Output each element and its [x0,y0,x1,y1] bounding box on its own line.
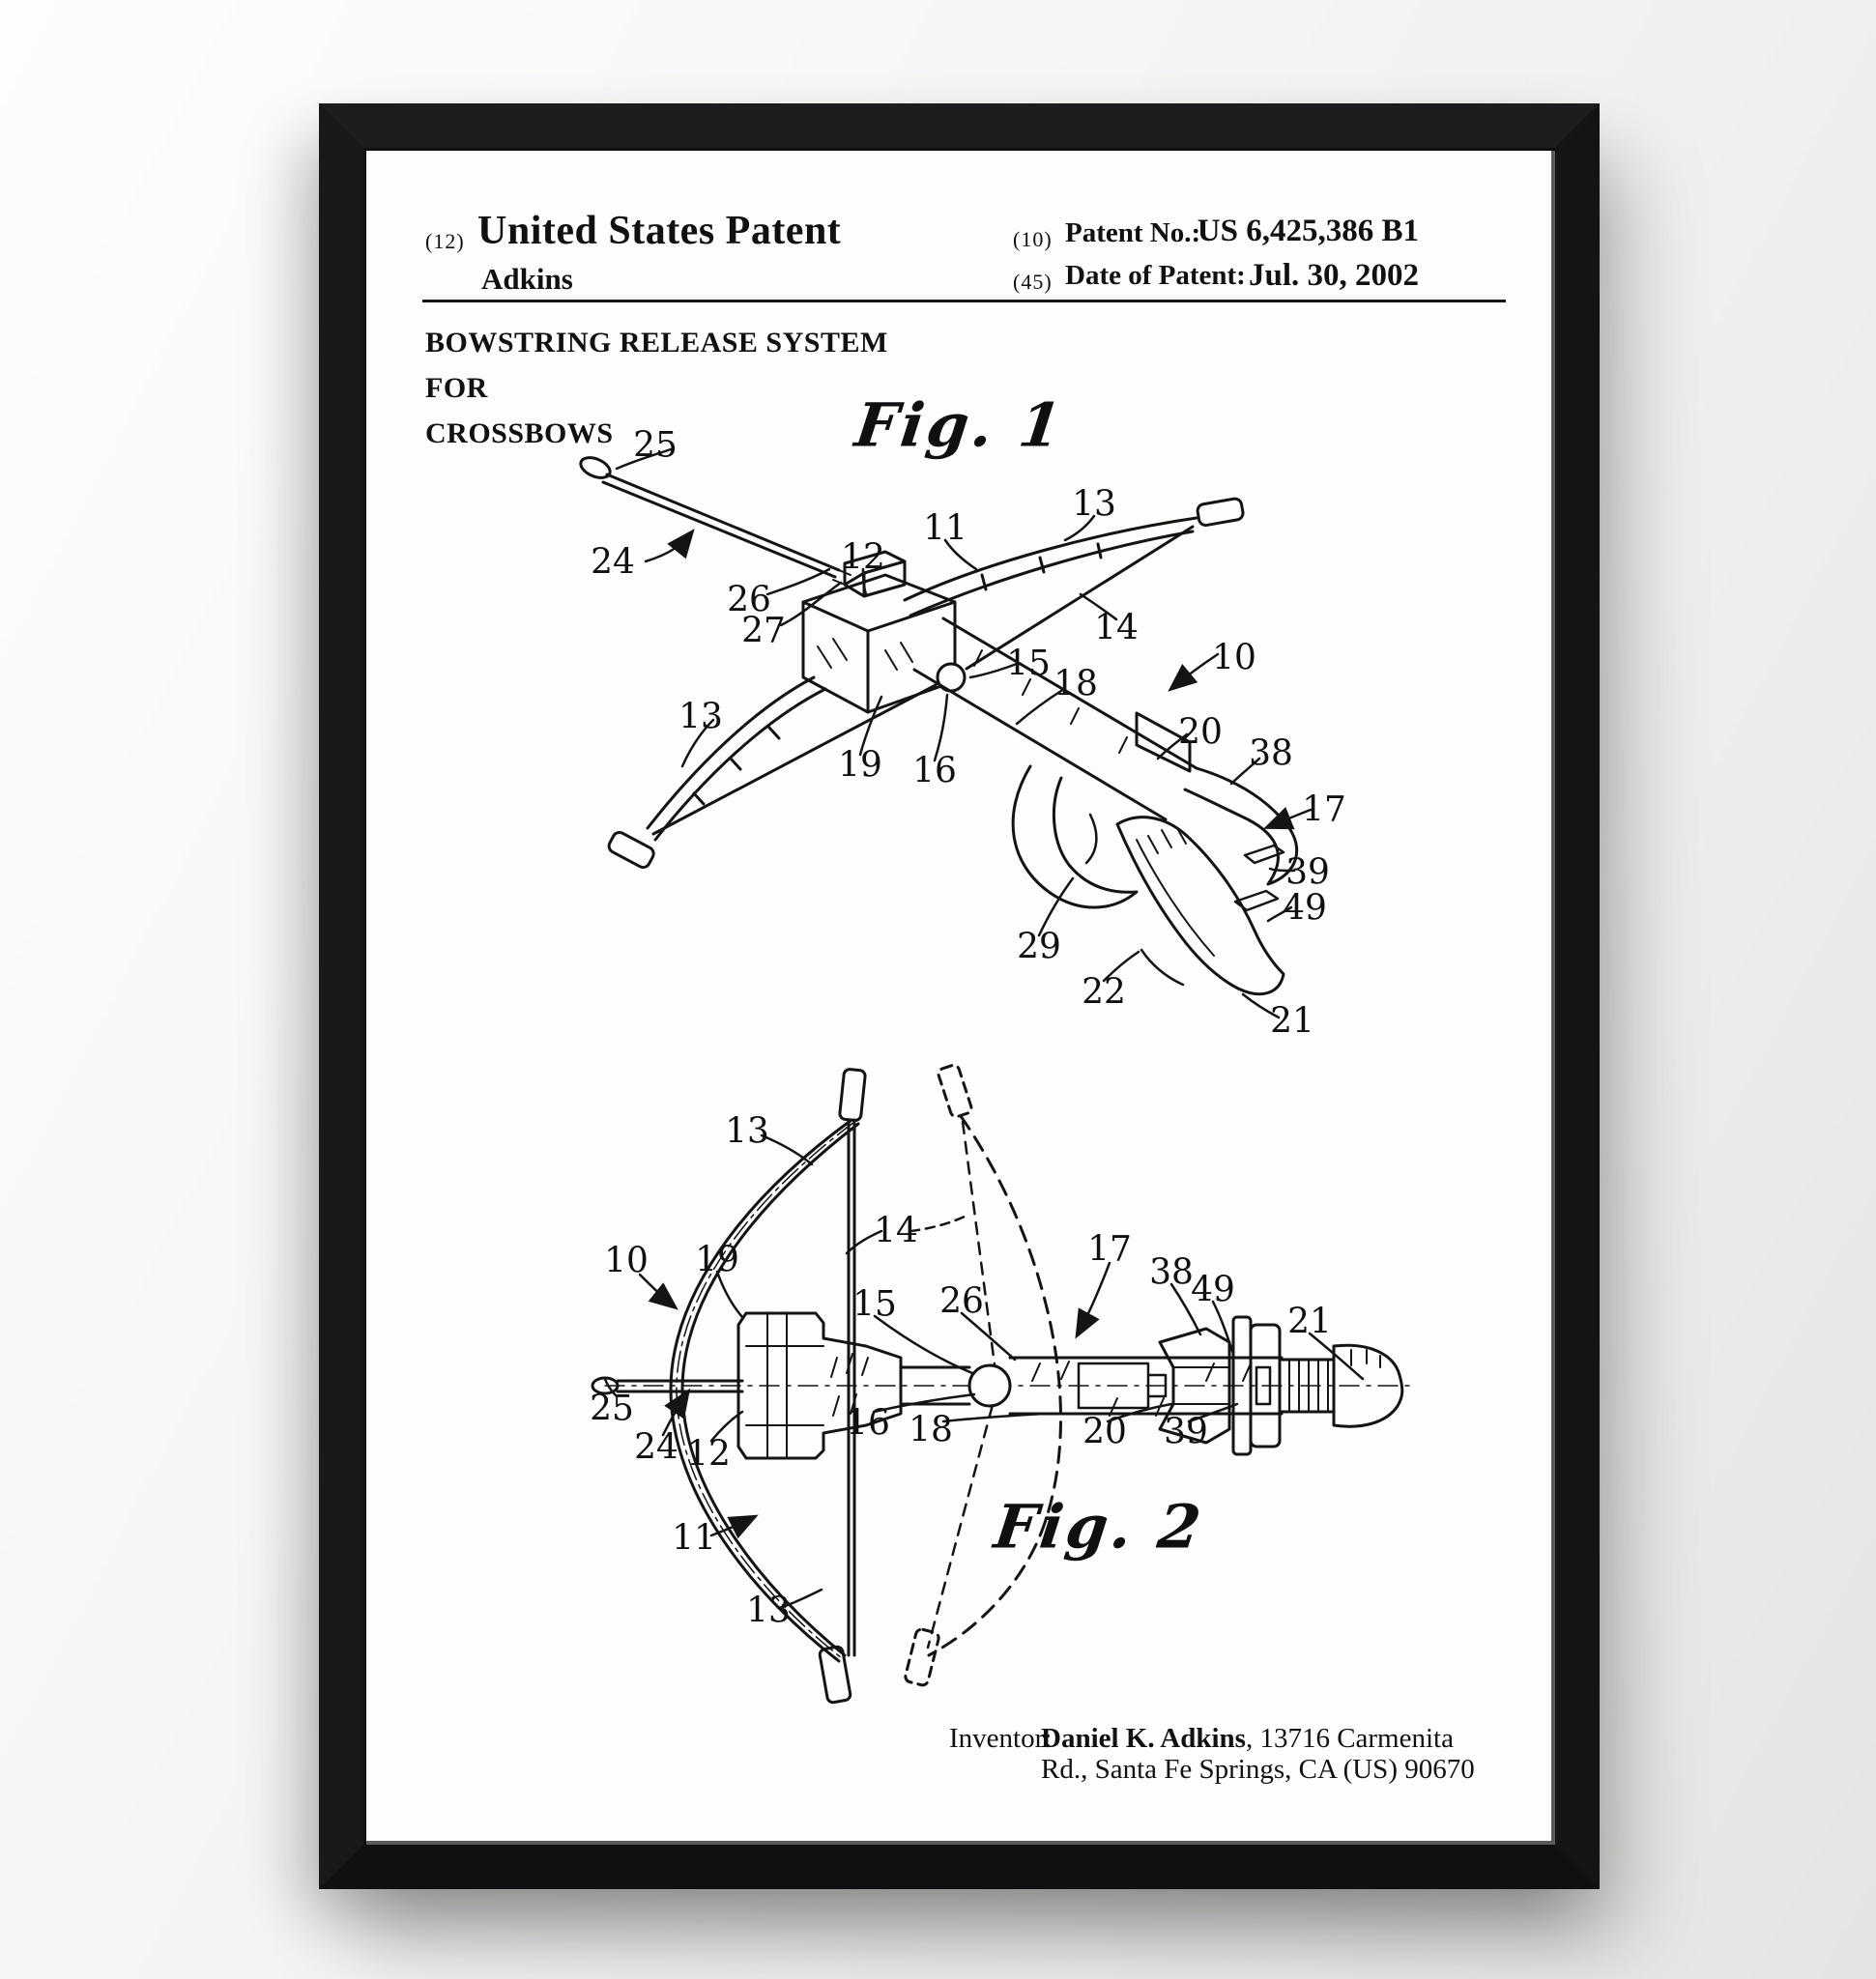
figure-callout: 22 [1082,972,1126,1013]
field-code-45: (45) [1013,270,1053,294]
figure-callout: 25 [590,1389,634,1429]
figure-callout: 20 [1082,1412,1127,1452]
patent-page [363,148,1555,1845]
figure-callout: 19 [838,745,882,786]
figure-callout: 13 [746,1591,791,1631]
figure-callout: 12 [686,1434,731,1475]
inventor-surname: Adkins [481,262,573,296]
figure-callout: 24 [634,1427,678,1468]
figure-callout: 19 [695,1240,739,1280]
figure-callout: 17 [1087,1229,1132,1270]
date-value: Jul. 30, 2002 [1248,258,1419,293]
figure-2-label: Fig. 2 [990,1491,1208,1563]
figure-callout: 10 [604,1241,649,1281]
patent-no-label: Patent No.: [1065,217,1201,248]
figure-1-label: Fig. 1 [851,389,1069,461]
inventor-address-part1: , 13716 Carmenita [1245,1723,1454,1754]
figure-callout: 13 [725,1111,769,1152]
figure-callout: 25 [633,425,678,466]
figure-callout: 11 [923,508,967,549]
figure-callout: 14 [874,1211,918,1251]
kind-code: (12) [425,229,465,253]
page-title: United States Patent [477,209,842,253]
invention-title-line2: CROSSBOWS [425,417,614,449]
figure-callout: 12 [841,537,885,578]
figure-callout: 10 [1212,638,1256,678]
patent-no-value: US 6,425,386 B1 [1197,214,1419,248]
figure-callout: 38 [1249,733,1293,774]
figure-callout: 18 [909,1410,953,1450]
figure-callout: 49 [1283,888,1327,929]
figure-callout: 13 [678,697,723,737]
figure-callout: 38 [1149,1252,1194,1293]
figure-callout: 14 [1094,608,1139,648]
invention-title-line1: BOWSTRING RELEASE SYSTEM FOR [425,327,888,404]
figure-callout: 17 [1302,789,1346,830]
figure-callout: 49 [1191,1270,1235,1310]
picture-frame [319,103,1600,1889]
inventor-address-part2: Rd., Santa Fe Springs, CA (US) 90670 [1041,1754,1475,1785]
figure-callout: 16 [912,751,957,791]
date-label: Date of Patent: [1065,260,1246,291]
figure-callout: 26 [727,580,771,620]
figure-callout: 13 [1072,484,1116,525]
figure-callout: 21 [1270,1001,1314,1042]
figure-callout: 20 [1178,712,1223,753]
figure-callout: 24 [591,542,635,583]
figure-callout: 21 [1287,1302,1332,1342]
figure-callout: 39 [1285,852,1330,893]
figure-callout: 27 [741,611,786,651]
figure-callout: 15 [852,1284,897,1325]
field-code-10: (10) [1013,227,1053,251]
inventor-line1 [1041,1723,1454,1755]
figure-callout: 16 [846,1403,890,1444]
inventor-label: Inventor: [949,1723,1053,1754]
figure-callout: 15 [1006,644,1051,684]
figure-callout: 18 [1053,664,1098,704]
figure-2-callouts [363,148,1555,1845]
figure-callout: 26 [939,1281,984,1322]
inventor-name: Daniel K. Adkins [1041,1723,1246,1754]
figure-callout: 29 [1017,927,1061,967]
figure-callout: 39 [1164,1412,1208,1452]
figure-callout: 11 [672,1518,716,1559]
